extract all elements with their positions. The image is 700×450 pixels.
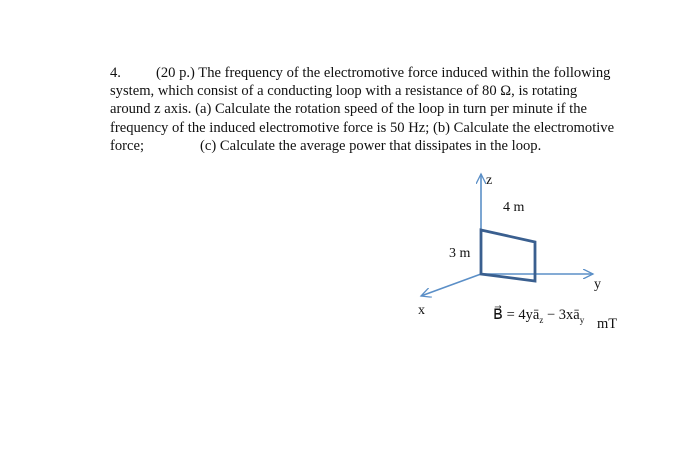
- field-unit: mT: [597, 316, 618, 332]
- x-axis-label: x: [418, 303, 425, 318]
- problem-text-1: (20 p.) The frequency of the electromotive force induced within the following: [156, 65, 611, 81]
- problem-text-5b: (c) Calculate the average power that dissipates in the loop.: [200, 137, 542, 154]
- problem-line-3: around z axis. (a) Calculate the rotation speed of the loop in turn per minute if the: [110, 101, 587, 118]
- y-axis-label: y: [594, 277, 601, 292]
- x-axis: [421, 274, 481, 296]
- z-axis-label: z: [486, 173, 493, 188]
- magnetic-field-expression: [493, 304, 585, 325]
- problem-line-4: frequency of the induced electromotive force is 50 Hz; (b) Calculate the electromotive: [110, 119, 615, 136]
- field-subscript-y: y: [579, 315, 585, 325]
- loop-width-label: 4 m: [503, 200, 525, 215]
- field-subscript-z: z: [539, 315, 544, 325]
- problem-text-5a: force;: [110, 137, 145, 154]
- problem-number: 4.: [110, 65, 121, 81]
- field-term-1: B⃗ = 4yā: [493, 307, 540, 323]
- problem-line-2: system, which consist of a conducting loop with a resistance of 80 Ω, is rotating: [110, 83, 578, 100]
- loop-height-label: 3 m: [449, 246, 471, 261]
- field-term-2: − 3xā: [543, 307, 580, 323]
